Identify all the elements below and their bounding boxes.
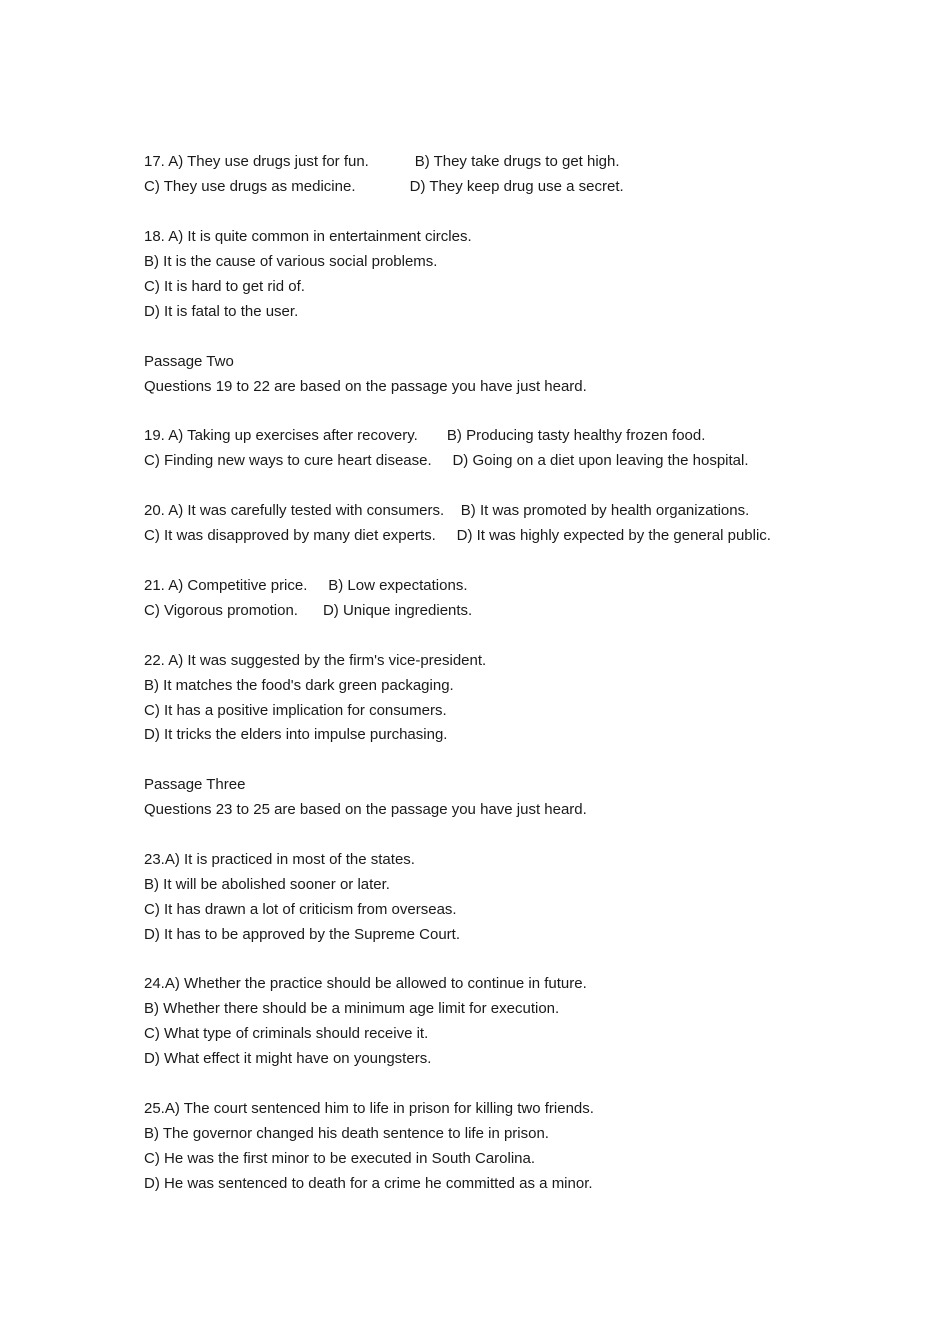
q25-option-c: C) He was the first minor to be executed in South Carolina. <box>144 1150 536 1167</box>
q23-option-a: 23.A) It is practiced in most of the states. <box>144 851 415 868</box>
q24-option-a: 24.A) Whether the practice should be allowed to continue in future. <box>144 975 587 992</box>
q17-line-2: C) They use drugs as medicine. D) They keep drug use a secret. <box>144 178 624 195</box>
q25-option-b: B) The governor changed his death sentence to life in prison. <box>144 1125 549 1142</box>
q24-option-c: C) What type of criminals should receive it. <box>144 1025 429 1042</box>
q24-option-b: B) Whether there should be a minimum age limit for execution. <box>144 1000 560 1017</box>
q18-option-c: C) It is hard to get rid of. <box>144 278 305 295</box>
q18-option-a: 18. A) It is quite common in entertainment circles. <box>144 228 472 245</box>
q20-line-1: 20. A) It was carefully tested with consumers. B) It was promoted by health organizations. <box>144 502 750 519</box>
q18-option-b: B) It is the cause of various social problems. <box>144 253 438 270</box>
q22-option-b: B) It matches the food's dark green packaging. <box>144 677 454 694</box>
q23-option-b: B) It will be abolished sooner or later. <box>144 876 390 893</box>
passage-three-instruction: Questions 23 to 25 are based on the passage you have just heard. <box>144 801 587 818</box>
q22-option-d: D) It tricks the elders into impulse purchasing. <box>144 726 448 743</box>
q21-line-1: 21. A) Competitive price. B) Low expectations. <box>144 577 468 594</box>
passage-two-instruction: Questions 19 to 22 are based on the passage you have just heard. <box>144 378 587 395</box>
passage-three-heading: Passage Three <box>144 776 246 793</box>
q20-line-2: C) It was disapproved by many diet experts. D) It was highly expected by the general public. <box>144 527 771 544</box>
q25-option-a: 25.A) The court sentenced him to life in prison for killing two friends. <box>144 1100 594 1117</box>
q25-option-d: D) He was sentenced to death for a crime he committed as a minor. <box>144 1175 593 1192</box>
q21-line-2: C) Vigorous promotion. D) Unique ingredients. <box>144 602 473 619</box>
q19-line-2: C) Finding new ways to cure heart disease. D) Going on a diet upon leaving the hospital. <box>144 452 749 469</box>
q23-option-c: C) It has drawn a lot of criticism from overseas. <box>144 901 457 918</box>
q22-option-c: C) It has a positive implication for consumers. <box>144 702 447 719</box>
q22-option-a: 22. A) It was suggested by the firm's vice-president. <box>144 652 487 669</box>
passage-two-heading: Passage Two <box>144 353 234 370</box>
q17-line-1: 17. A) They use drugs just for fun. B) They take drugs to get high. <box>144 153 620 170</box>
q18-option-d: D) It is fatal to the user. <box>144 303 299 320</box>
q23-option-d: D) It has to be approved by the Supreme Court. <box>144 926 461 943</box>
q19-line-1: 19. A) Taking up exercises after recovery. B) Producing tasty healthy frozen food. <box>144 427 706 444</box>
q24-option-d: D) What effect it might have on youngsters. <box>144 1050 432 1067</box>
